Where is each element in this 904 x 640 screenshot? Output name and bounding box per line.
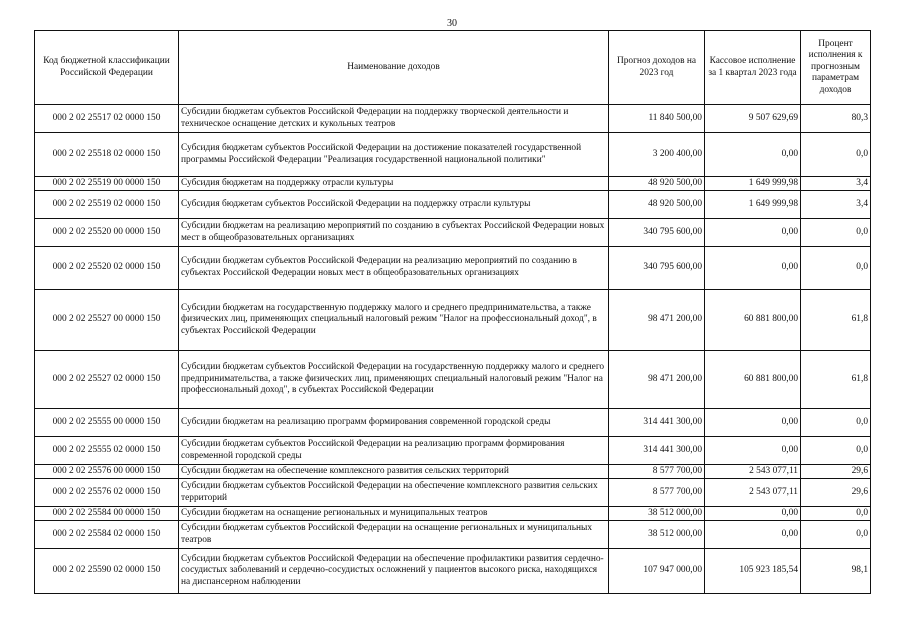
executed-cell: 9 507 629,69	[705, 105, 801, 133]
header-executed: Кассовое исполнение за 1 квартал 2023 года	[705, 31, 801, 105]
forecast-cell: 8 577 700,00	[609, 465, 705, 479]
percent-cell: 98,1	[801, 549, 871, 594]
executed-cell: 105 923 185,54	[705, 549, 801, 594]
code-cell: 000 2 02 25527 02 0000 150	[35, 351, 179, 409]
forecast-cell: 38 512 000,00	[609, 521, 705, 549]
executed-cell: 0,00	[705, 219, 801, 247]
forecast-cell: 98 471 200,00	[609, 290, 705, 351]
header-row	[35, 31, 871, 105]
table-row	[35, 521, 871, 549]
forecast-cell: 8 577 700,00	[609, 479, 705, 507]
table-row	[35, 507, 871, 521]
percent-cell: 0,0	[801, 507, 871, 521]
name-cell: Субсидии бюджетам субъектов Российской Федерации на оснащение региональных и муниципальных театров	[179, 521, 609, 549]
executed-cell: 0,00	[705, 437, 801, 465]
name-cell: Субсидия бюджетам на поддержку отрасли культуры	[179, 177, 609, 191]
code-cell: 000 2 02 25517 02 0000 150	[35, 105, 179, 133]
table-row	[35, 247, 871, 290]
forecast-cell: 48 920 500,00	[609, 191, 705, 219]
code-cell: 000 2 02 25584 00 0000 150	[35, 507, 179, 521]
percent-cell: 29,6	[801, 465, 871, 479]
page-number: 30	[447, 18, 457, 29]
code-cell: 000 2 02 25555 02 0000 150	[35, 437, 179, 465]
code-cell: 000 2 02 25519 02 0000 150	[35, 191, 179, 219]
forecast-cell: 48 920 500,00	[609, 177, 705, 191]
header-name: Наименование доходов	[179, 31, 609, 105]
executed-cell: 0,00	[705, 409, 801, 437]
name-cell: Субсидии бюджетам субъектов Российской Федерации на реализацию мероприятий по созданию в субъектах Российской Федерации новых мест в общеобразовательных организациях	[179, 247, 609, 290]
code-cell: 000 2 02 25584 02 0000 150	[35, 521, 179, 549]
name-cell: Субсидии бюджетам субъектов Российской Федерации на обеспечение комплексного развития сельских территорий	[179, 479, 609, 507]
percent-cell: 0,0	[801, 247, 871, 290]
table-row	[35, 479, 871, 507]
code-cell: 000 2 02 25576 02 0000 150	[35, 479, 179, 507]
table-row	[35, 549, 871, 594]
table-row	[35, 351, 871, 409]
percent-cell: 0,0	[801, 521, 871, 549]
percent-cell: 29,6	[801, 479, 871, 507]
executed-cell: 1 649 999,98	[705, 177, 801, 191]
percent-cell: 0,0	[801, 219, 871, 247]
executed-cell: 1 649 999,98	[705, 191, 801, 219]
name-cell: Субсидии бюджетам на реализацию программ формирования современной городской среды	[179, 409, 609, 437]
code-cell: 000 2 02 25555 00 0000 150	[35, 409, 179, 437]
name-cell: Субсидии бюджетам субъектов Российской Федерации на реализацию программ формирования современной городской среды	[179, 437, 609, 465]
table-row	[35, 290, 871, 351]
forecast-cell: 11 840 500,00	[609, 105, 705, 133]
executed-cell: 0,00	[705, 133, 801, 177]
executed-cell: 60 881 800,00	[705, 290, 801, 351]
executed-cell: 60 881 800,00	[705, 351, 801, 409]
table-body	[35, 105, 871, 594]
code-cell: 000 2 02 25520 02 0000 150	[35, 247, 179, 290]
table-row	[35, 177, 871, 191]
code-cell: 000 2 02 25519 00 0000 150	[35, 177, 179, 191]
executed-cell: 2 543 077,11	[705, 465, 801, 479]
code-cell: 000 2 02 25520 00 0000 150	[35, 219, 179, 247]
header-forecast: Прогноз доходов на 2023 год	[609, 31, 705, 105]
table-row	[35, 465, 871, 479]
forecast-cell: 314 441 300,00	[609, 409, 705, 437]
percent-cell: 3,4	[801, 177, 871, 191]
percent-cell: 0,0	[801, 409, 871, 437]
executed-cell: 0,00	[705, 521, 801, 549]
name-cell: Субсидии бюджетам на оснащение региональных и муниципальных театров	[179, 507, 609, 521]
percent-cell: 0,0	[801, 133, 871, 177]
name-cell: Субсидии бюджетам на реализацию мероприятий по созданию в субъектах Российской Федерации новых мест в общеобразовательных организациях	[179, 219, 609, 247]
forecast-cell: 314 441 300,00	[609, 437, 705, 465]
name-cell: Субсидии бюджетам субъектов Российской Федерации на государственную поддержку малого и среднего предпринимательства, а также физических лиц, применяющих специальный налоговый режим "Налог на профессиональный доход", в субъектах Российской Федерации	[179, 351, 609, 409]
table-row	[35, 409, 871, 437]
forecast-cell: 340 795 600,00	[609, 247, 705, 290]
forecast-cell: 98 471 200,00	[609, 351, 705, 409]
table-row	[35, 437, 871, 465]
table-row	[35, 105, 871, 133]
name-cell: Субсидия бюджетам субъектов Российской Федерации на достижение показателей государственной программы Российской Федерации "Реализация государственной национальной политики"	[179, 133, 609, 177]
code-cell: 000 2 02 25576 00 0000 150	[35, 465, 179, 479]
percent-cell: 3,4	[801, 191, 871, 219]
forecast-cell: 3 200 400,00	[609, 133, 705, 177]
code-cell: 000 2 02 25527 00 0000 150	[35, 290, 179, 351]
table-row	[35, 191, 871, 219]
name-cell: Субсидии бюджетам на обеспечение комплексного развития сельских территорий	[179, 465, 609, 479]
header-percent: Процент исполнения к прогнозным параметрам доходов	[801, 31, 871, 105]
revenue-table	[34, 30, 871, 594]
percent-cell: 80,3	[801, 105, 871, 133]
code-cell: 000 2 02 25590 02 0000 150	[35, 549, 179, 594]
name-cell: Субсидии бюджетам на государственную поддержку малого и среднего предпринимательства, а также физических лиц, применяющих специальный налоговый режим "Налог на профессиональный доход", в субъектах Российской Федерации	[179, 290, 609, 351]
name-cell: Субсидии бюджетам субъектов Российской Федерации на обеспечение профилактики развития сердечно-сосудистых заболеваний и сердечно-сосудистых осложнений у пациентов высокого риска, находящихся на диспансерном наблюдении	[179, 549, 609, 594]
name-cell: Субсидии бюджетам субъектов Российской Федерации на поддержку творческой деятельности и техническое оснащение детских и кукольных театров	[179, 105, 609, 133]
percent-cell: 0,0	[801, 437, 871, 465]
percent-cell: 61,8	[801, 290, 871, 351]
percent-cell: 61,8	[801, 351, 871, 409]
forecast-cell: 340 795 600,00	[609, 219, 705, 247]
executed-cell: 2 543 077,11	[705, 479, 801, 507]
forecast-cell: 107 947 000,00	[609, 549, 705, 594]
name-cell: Субсидия бюджетам субъектов Российской Федерации на поддержку отрасли культуры	[179, 191, 609, 219]
executed-cell: 0,00	[705, 247, 801, 290]
executed-cell: 0,00	[705, 507, 801, 521]
table-row	[35, 219, 871, 247]
forecast-cell: 38 512 000,00	[609, 507, 705, 521]
header-code: Код бюджетной классификации Российской Федерации	[35, 31, 179, 105]
code-cell: 000 2 02 25518 02 0000 150	[35, 133, 179, 177]
table-row	[35, 133, 871, 177]
